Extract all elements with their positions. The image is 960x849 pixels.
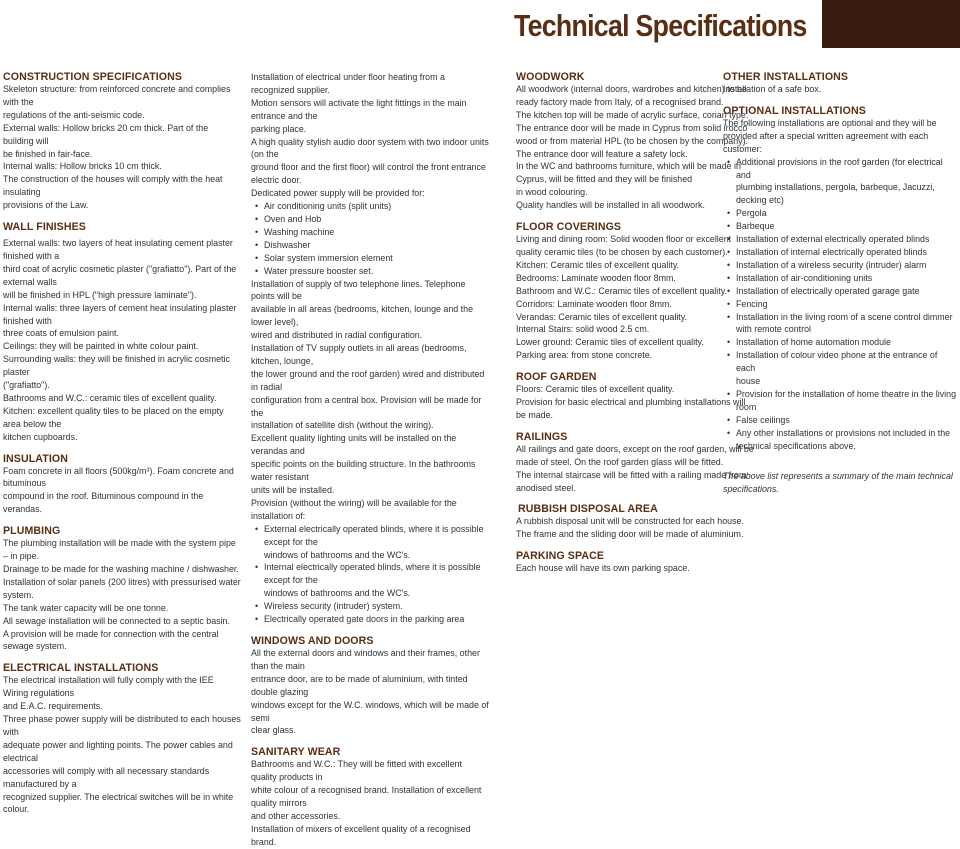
section-heading-rubbish: RUBBISH DISPOSAL AREA [518,503,658,516]
page-title: Technical Specifications [514,8,807,43]
text-line: Installation of solar panels (200 litres) with pressurised water system. [3,576,241,600]
text-line: and other accessories. [251,810,341,821]
text-line: Drainage to be made for the washing machine / dishwasher. [3,564,239,574]
text-line: Skeleton structure: from reinforced concrete and complies with the [3,84,231,107]
list-item: • Pergola [736,207,957,220]
section-heading-optional: OPTIONAL INSTALLATIONS [723,104,866,117]
text-line: A high quality stylish audio door system with two indoor units (on the [251,136,489,160]
list-item: • Air conditioning units (split units) [264,200,489,213]
text-line: anodised steel. [516,482,576,493]
title-accent-block [822,0,960,48]
text-line: In the WC and bathrooms furniture, which will be made in [516,161,741,172]
text-line: The kitchen top will be made of acrylic surface, corian type. [516,109,749,120]
text-line: recognized supplier. The electrical switches will be in white colour. [3,791,234,815]
text-line: A rubbish disposal unit will be constructed for each house. [516,516,744,527]
text-line: Provision (without the wiring) will be available for the installation of: [251,497,457,521]
electrical-text [3,674,241,816]
text-line: compound in the roof. Bituminous compound in the verandas. [3,491,204,515]
text-line: specific points on the building structure. In the bathrooms water resistant [251,459,476,483]
list-item: • Dishwasher [264,239,489,252]
text-line: Ceilings: they will be painted in white colour paint. [3,341,199,352]
text-line: Motion sensors will activate the light fittings in the main entrance and the [251,97,467,121]
list-item: • Barbeque [736,220,957,233]
text-line: adequate power and lighting points. The power cables and electrical [3,739,233,763]
railings-text [516,443,754,495]
text-line: regulations of the anti-seismic code. [3,109,145,120]
text-line: The electrical installation will fully comply with the IEE Wiring regulations [3,675,214,699]
text-line: Installation of mixers of excellent quality of a recognised brand. [251,823,471,847]
text-line: Corridors: Laminate wooden floor 8mm. [516,298,672,309]
list-item: • Installation of colour video phone at the entrance of each [736,349,957,375]
list-item: • False ceilings [736,414,957,427]
text-line: The entrance door will be made in Cyprus from solid irocco [516,122,748,133]
column-4 [723,71,957,496]
column-2 [251,71,489,849]
text-line: be made. [516,409,554,420]
text-line: Internal Stairs: solid wood 2.5 cm. [516,324,650,335]
text-line: provided after a special written agreement with each customer: [723,130,929,154]
list-item: • Electrically operated gate doors in the parking area [264,613,489,626]
text-line: ready factory made from Italy, of a recognised brand. [516,96,724,107]
windows-text [251,647,489,737]
text-line: Bathrooms and W.C.: They will be fitted with excellent quality products in [251,759,462,783]
text-line: installation of satellite dish (without the wiring). [251,420,434,431]
text-line: made of steel. On the roof garden glass will be fitted. [516,456,724,467]
text-line: kitchen cupboards. [3,431,78,442]
text-line: windows except for the W.C. windows, which will be made of semi [251,699,489,723]
section-heading-electrical: ELECTRICAL INSTALLATIONS [3,662,159,675]
plumbing-text [3,537,241,653]
other-text [723,83,957,96]
roof-text [516,383,754,422]
text-line: The frame and the sliding door will be made of aluminium. [516,529,744,540]
text-line: Lower ground: Ceramic tiles of excellent quality. [516,337,704,348]
woodwork-text [516,83,754,212]
list-item-continued: windows of bathrooms and the WC's. [264,549,411,560]
list-item: • Solar system immersion element [264,252,489,265]
text-line: The entrance door will feature a safety lock. [516,148,688,159]
summary-note [723,470,957,496]
text-line: Cyprus, will be fitted and they will be finished [516,174,693,185]
text-line: and E.A.C. requirements. [3,701,103,712]
list-item-continued: plumbing installations, pergola, barbeque, Jacuzzi, [736,182,935,193]
text-line: Installation of TV supply outlets in all areas (bedrooms, kitchen, lounge, [251,343,467,366]
text-line: Living and dining room: Solid wooden floor or excellent [516,234,732,245]
text-line: Bedrooms: Laminate wooden floor 8mm. [516,272,676,283]
list-item: • Wireless security (intruder) system. [264,600,489,613]
list-item-continued: room [736,401,757,412]
text-line: Foam concrete in all floors (500kg/m³). Foam concrete and bituminous [3,465,234,489]
construction-text [3,83,241,212]
list-item-continued: decking etc) [736,195,784,206]
text-line: Internal walls: Hollow bricks 10 cm thick. [3,161,162,172]
sanitary-text [251,758,489,848]
electrical-continued-text [251,71,489,200]
text-line: All woodwork (internal doors, wardrobes and kitchen) to be [516,84,747,94]
text-line: Verandas: Ceramic tiles of excellent quality. [516,311,688,322]
section-heading-windows: WINDOWS AND DOORS [251,634,374,647]
text-line: white colour of a recognised brand. Installation of excellent quality mirrors [251,785,482,809]
list-item: • Installation of internal electrically operated blinds [736,246,957,259]
list-item: • Installation of a wireless security (intruder) alarm [736,259,957,272]
text-line: available in all areas (bedrooms, kitchen, lounge and the lower level), [251,304,474,328]
text-line: Each house will have its own parking space. [516,563,690,574]
list-item: • Washing machine [264,226,489,239]
list-item-continued: windows of bathrooms and the WC's. [264,588,411,599]
text-line: Excellent quality lighting units will be installed on the verandas and [251,433,457,457]
section-heading-insulation: INSULATION [3,452,68,465]
text-line: Installation of electrical under floor heating from a recognized supplier. [251,72,445,95]
text-line: Floors: Ceramic tiles of excellent quality. [516,384,675,395]
list-item: • Installation of air-conditioning units [736,272,957,285]
text-line: Bathrooms and W.C.: ceramic tiles of excellent quality. [3,392,217,403]
text-line: specifications. [723,484,779,495]
optional-text [723,117,957,156]
text-line: Surrounding walls: they will be finished in acrylic cosmetic plaster [3,354,230,378]
text-line: All the external doors and windows and their frames, other than the main [251,647,480,671]
list-item: • Installation of home automation module [736,336,957,349]
text-line: Parking area: from stone concrete. [516,350,653,361]
list-item: • External electrically operated blinds, where it is possible except for the [264,523,489,549]
text-line: ("grafiatto"). [3,380,50,391]
optional-list [723,156,957,453]
text-line: The above list represents a summary of the main technical [723,471,953,482]
text-line: The following installations are optional and they will be [723,117,937,128]
text-line: Installation of supply of two telephone lines. Telephone points will be [251,278,466,302]
floor-text [516,233,754,362]
text-line: External walls: two layers of heat insulating cement plaster finished with a [3,238,233,261]
text-line: accessories will comply with all necessary standards manufactured by a [3,765,210,789]
text-line: entrance door, are to be made of aluminium, with tinted double glazing [251,673,468,697]
column-3 [516,71,754,575]
text-line: Kitchen: excellent quality tiles to be placed on the empty area below the [3,405,224,429]
text-line: The tank water capacity will be one tonne. [3,602,169,613]
section-heading-wall-finishes: WALL FINISHES [3,221,86,234]
power-supply-list [251,200,489,277]
list-item: • Internal electrically operated blinds, where it is possible except for the [264,561,489,587]
text-line: will be finished in HPL ("high pressure laminate"). [3,289,197,300]
text-line: Dedicated power supply will be provided for: [251,188,425,199]
text-line: in wood colouring. [516,187,588,198]
text-line: clear glass. [251,725,296,736]
telecom-lighting-text [251,278,489,523]
section-heading-construction: CONSTRUCTION SPECIFICATIONS [3,71,183,83]
list-item: • Provision for the installation of home theatre in the living [736,388,957,401]
text-line: Provision for basic electrical and plumbing installations will [516,397,746,408]
list-item-continued: house [736,376,761,387]
text-line: Bathroom and W.C.: Ceramic tiles of excellent quality. [516,285,727,296]
list-item-continued: with remote control [736,324,811,335]
list-item: • Installation of external electrically operated blinds [736,233,957,246]
text-line: wood or from material HPL (to be chosen by the company). [516,135,749,146]
parking-text [516,562,754,575]
text-line: configuration from a central box. Provision will be made for the [251,394,482,418]
text-line: Installation of a safe box. [723,84,822,94]
text-line: External walls: Hollow bricks 20 cm thick. Part of the building will [3,122,209,146]
list-item-continued: technical specifications above. [736,440,856,451]
text-line: Three phase power supply will be distributed to each houses with [3,714,241,737]
text-line: parking place. [251,123,307,134]
text-line: The construction of the houses will comply with the heat insulating [3,174,223,198]
section-heading-sanitary: SANITARY WEAR [251,746,341,759]
text-line: units will be installed. [251,485,335,495]
text-line: The internal staircase will be fitted with a railing made from [516,469,747,480]
rubbish-text [516,515,754,541]
section-heading-railings: RAILINGS [516,430,568,443]
column-1 [3,71,241,816]
insulation-text [3,465,241,517]
section-heading-other: OTHER INSTALLATIONS [723,71,849,83]
list-item: • Any other installations or provisions not included in the [736,427,957,440]
text-line: Quality handles will be installed in all woodwork. [516,200,705,211]
text-line: Internal walls: three layers of cement heat insulating plaster finished with [3,302,237,326]
text-line: third coat of acrylic cosmetic plaster ("grafiatto"). Part of the external walls [3,263,237,287]
section-heading-parking: PARKING SPACE [516,550,605,563]
section-heading-plumbing: PLUMBING [3,525,61,538]
text-line: The plumbing installation will be made with the system pipe – in pipe. [3,538,236,562]
text-line: Kitchen: Ceramic tiles of excellent quality. [516,259,680,270]
list-item: • Oven and Hob [264,213,489,226]
wall-finishes-text [3,237,241,444]
section-heading-floor: FLOOR COVERINGS [516,221,622,234]
text-line: provisions of the Law. [3,200,89,211]
text-line: All sewage installation will be connected to a septic basin. [3,615,230,626]
section-heading-roof: ROOF GARDEN [516,371,597,384]
list-item: • Fencing [736,298,957,311]
list-item: • Installation in the living room of a scene control dimmer [736,311,957,324]
text-line: A provision will be made for connection with the central sewage system. [3,628,219,652]
list-item: • Installation of electrically operated garage gate [736,285,957,298]
text-line: All railings and gate doors, except on the roof garden, will be [516,443,754,454]
list-item: • Water pressure booster set. [264,265,489,278]
text-line: the lower ground and the roof garden) wired and distributed in radial [251,368,485,392]
text-line: quality ceramic tiles (to be chosen by each customer). [516,246,728,257]
provision-list [251,523,489,626]
text-line: ground floor and the first floor) will control the front entrance electric door. [251,162,486,186]
text-line: be finished in fair-face. [3,148,93,159]
section-heading-woodwork: WOODWORK [516,71,585,83]
list-item: • Additional provisions in the roof garden (for electrical and [736,156,957,182]
text-line: wired and distributed in radial configuration. [251,330,423,341]
text-line: three coats of emulsion paint. [3,328,119,339]
